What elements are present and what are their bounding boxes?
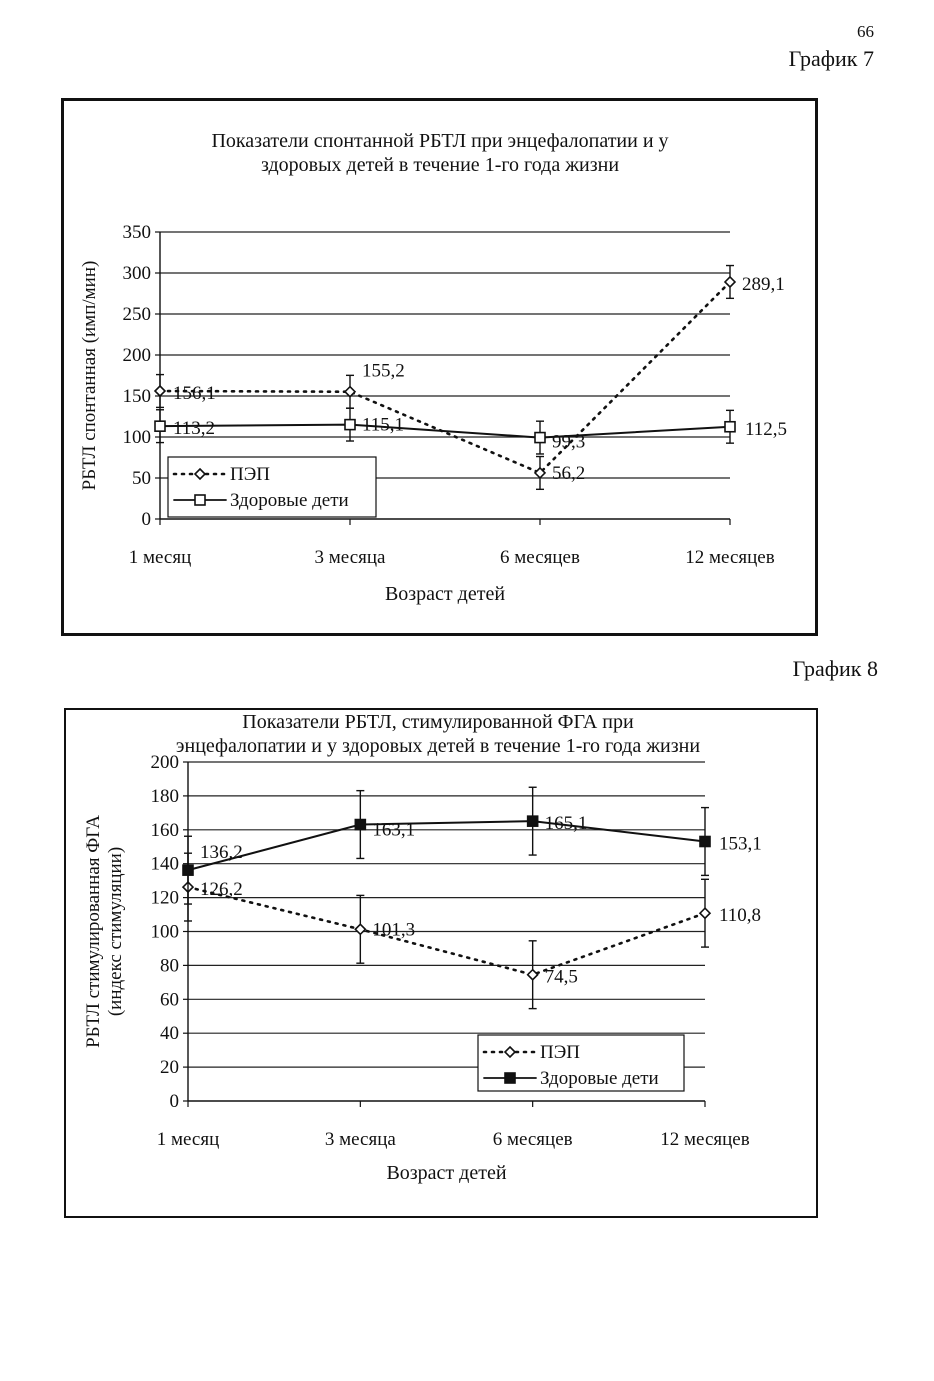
x-tick-label: 12 месяцев: [660, 1129, 750, 1150]
series-1-data-label: 101,3: [372, 919, 416, 941]
x-tick-label: 3 месяца: [314, 547, 386, 568]
series-2-data-label: 165,1: [544, 813, 588, 835]
series-1-line: [160, 282, 730, 473]
chart-1-svg: [64, 101, 815, 633]
series-2-point: [155, 421, 165, 431]
legend-label: ПЭП: [540, 1042, 580, 1063]
legend-label: ПЭП: [230, 464, 270, 485]
y-axis-label-line-1: РБТЛ стимулированная ФГА: [83, 815, 104, 1048]
y-tick-label: 120: [150, 887, 179, 909]
chart-2-svg: [66, 710, 816, 1216]
y-tick-label: 50: [132, 468, 151, 489]
series-2-data-label: 113,2: [173, 418, 216, 440]
y-tick-label: 150: [122, 386, 151, 407]
series-2-point: [725, 422, 735, 432]
x-axis-label: Возраст детей: [384, 583, 506, 605]
y-tick-label: 200: [150, 752, 179, 773]
series-2-data-label: 115,1: [362, 414, 405, 436]
series-1-data-label: 126,2: [200, 879, 243, 901]
legend-marker: [195, 495, 205, 505]
series-2-line: [188, 821, 705, 870]
x-tick-label: 6 месяцев: [500, 547, 580, 568]
chart-2-title-line-1: Показатели РБТЛ, стимулированной ФГА при: [242, 711, 634, 733]
series-2-point: [535, 433, 545, 443]
chart-1-title-line-1: Показатели спонтанной РБТЛ при энцефалопатии и у: [211, 130, 669, 152]
legend-marker: [505, 1073, 515, 1083]
series-2-data-label: 112,5: [745, 418, 788, 440]
series-2-point: [355, 820, 365, 830]
y-axis-label: РБТЛ спонтанная (имп/мин): [79, 260, 100, 491]
series-2-data-label: 99,3: [552, 431, 586, 453]
series-1-point: [725, 277, 735, 287]
x-tick-label: 6 месяцев: [492, 1129, 573, 1150]
series-1-data-label: 156,1: [173, 382, 216, 404]
y-tick-label: 0: [141, 509, 151, 530]
series-1-data-label: 155,2: [362, 360, 405, 382]
series-1-point: [155, 386, 165, 396]
x-axis-label: Возраст детей: [386, 1162, 507, 1184]
series-1-point: [355, 924, 365, 934]
graph-8-label: График 8: [792, 656, 878, 681]
y-tick-label: 350: [122, 222, 151, 243]
y-tick-label: 100: [150, 921, 179, 943]
series-2-point: [345, 420, 355, 430]
y-tick-label: 160: [150, 819, 179, 841]
series-2-data-label: 153,1: [719, 833, 762, 855]
series-2-point: [183, 865, 193, 875]
series-1-point: [700, 908, 710, 918]
legend-label: Здоровые дети: [540, 1068, 659, 1089]
y-axis-label-line-2: (индекс стимуляции): [105, 846, 126, 1017]
series-2-data-label: 136,2: [200, 842, 243, 864]
series-1-data-label: 110,8: [719, 905, 762, 927]
y-tick-label: 60: [160, 989, 179, 1011]
series-1-data-label: 74,5: [544, 966, 578, 988]
page-number: 66: [857, 22, 874, 41]
y-tick-label: 300: [122, 263, 151, 284]
y-tick-label: 20: [160, 1057, 179, 1079]
series-1-data-label: 289,1: [742, 273, 785, 295]
graph-7-label: График 7: [788, 46, 874, 71]
y-tick-label: 180: [150, 785, 179, 807]
y-tick-label: 40: [160, 1023, 179, 1045]
series-1-point: [528, 970, 538, 980]
chart-1-frame: [61, 98, 818, 636]
series-2-point: [700, 836, 710, 846]
y-tick-label: 250: [122, 304, 151, 325]
y-tick-label: 140: [150, 853, 179, 875]
y-tick-label: 80: [160, 955, 179, 977]
series-2-line: [160, 425, 730, 438]
legend-label: Здоровые дети: [230, 490, 349, 511]
chart-1-title-line-2: здоровых детей в течение 1-го года жизни: [260, 154, 620, 176]
x-tick-label: 1 месяц: [156, 1129, 220, 1150]
series-2-point: [528, 816, 538, 826]
series-2-data-label: 163,1: [372, 819, 416, 841]
x-tick-label: 3 месяца: [324, 1129, 396, 1150]
y-tick-label: 200: [122, 345, 151, 366]
chart-2-frame: [64, 708, 818, 1218]
x-tick-label: 12 месяцев: [685, 547, 775, 568]
series-1-point: [345, 387, 355, 397]
series-1-data-label: 56,2: [552, 462, 586, 484]
y-tick-label: 0: [169, 1091, 179, 1112]
y-tick-label: 100: [122, 427, 151, 448]
x-tick-label: 1 месяц: [128, 547, 192, 568]
chart-2-title-line-2: энцефалопатии и у здоровых детей в течение 1-го года жизни: [175, 735, 701, 757]
